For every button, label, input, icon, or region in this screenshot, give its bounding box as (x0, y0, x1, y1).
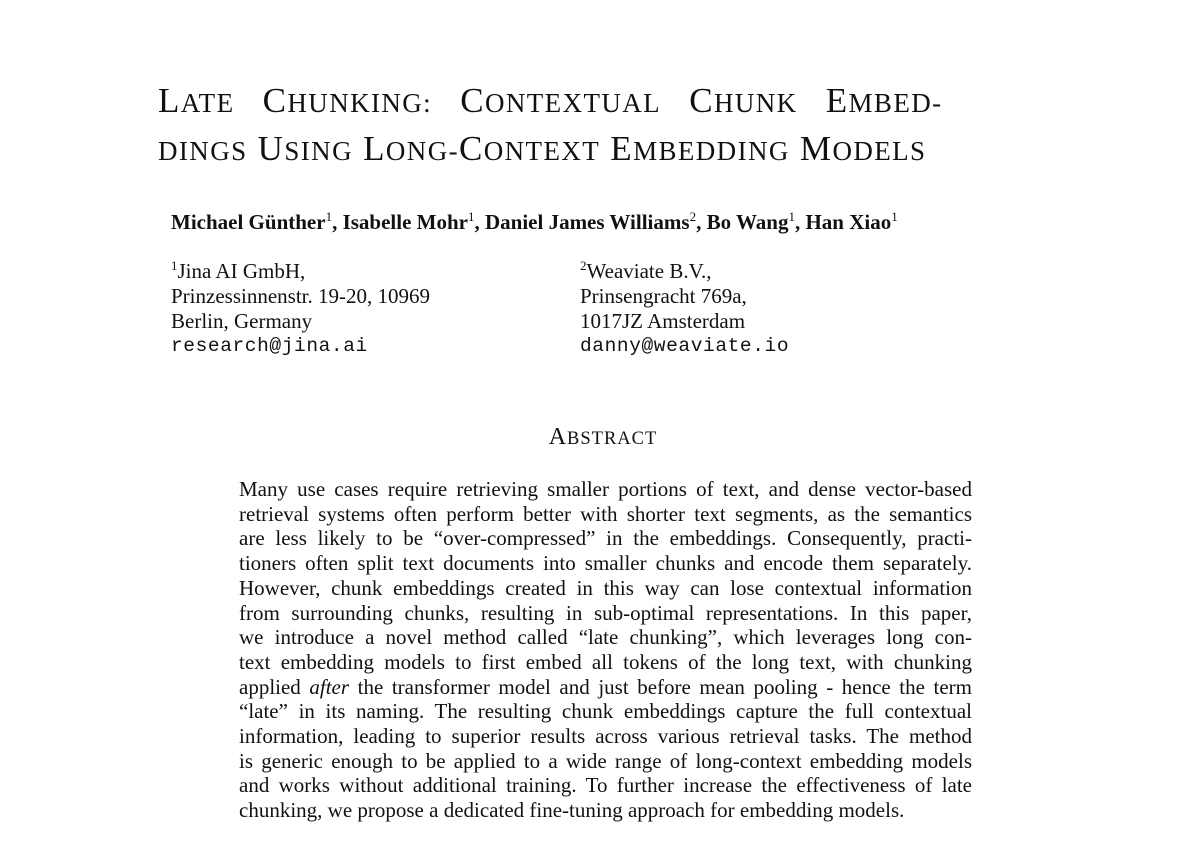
title-word: CHUNK (689, 81, 798, 120)
title-word: CONTEXTUAL (460, 81, 662, 120)
abstract-line: “late” in its naming. The resulting chunk embeddings capture the full contextual (239, 699, 972, 724)
affiliation-weaviate (580, 259, 789, 359)
abstract-line: information, leading to superior results across various retrieval tasks. The method (239, 724, 972, 749)
author: Daniel James Williams$^2$ (484, 209, 697, 234)
abstract-line: retrieval systems often perform better with shorter text segments, as the semantics (239, 501, 972, 526)
affiliation-email[interactable]: research@jina.ai (171, 335, 368, 357)
affiliation-city: Berlin, Germany (171, 309, 313, 333)
author: Isabelle Mohr$^1$ (342, 209, 475, 234)
author: Michael Günther$^1$ (171, 209, 333, 234)
author: Han Xiao$^1$ (805, 209, 898, 234)
abstract-line: However, chunk embeddings created in this way can lose contextual information (239, 575, 972, 600)
title-line-1 (158, 78, 1058, 126)
author: Bo Wang$^1$ (706, 209, 795, 234)
emphasis-after: after (309, 674, 350, 699)
abstract-line: tioners often split text documents into smaller chunks and encode them separately. (239, 551, 972, 576)
abstract-line: applied after the transformer model and just before mean pooling - hence the term (239, 674, 972, 699)
affiliation-org: $^2$Weaviate B.V., (580, 258, 712, 283)
abstract-line: text embedding models to first embed all tokens of the long text, with chunking (239, 649, 972, 674)
title-word: LATE (158, 81, 235, 120)
abstract-line: are less likely to be “over-compressed” in the embeddings. Consequently, practi- (239, 526, 972, 551)
affiliation-street: Prinsengracht 769a, (580, 284, 747, 308)
paper-title (158, 78, 1058, 174)
abstract-line: chunking, we propose a dedicated fine-tuning approach for embedding models. (239, 798, 905, 823)
title-word: EMBEDDING (610, 129, 790, 168)
abstract-line: from surrounding chunks, resulting in sub-optimal representations. In this paper, (239, 600, 972, 625)
abstract-body (239, 477, 972, 823)
title-word: MODELS (799, 129, 927, 168)
abstract-heading: ABSTRACT (548, 424, 658, 450)
title-word: EMBED- (825, 81, 943, 120)
abstract-line: is generic enough to be applied to a wide range of long-context embedding models (239, 748, 972, 773)
affiliation-email[interactable]: danny@weaviate.io (580, 335, 790, 357)
title-word: CHUNKING: (262, 81, 433, 120)
author-list: Michael Günther$^1$, Isabelle Mohr$^1$, Daniel James Williams$^2$, Bo Wang$^1$, Han Xiao$^1$ (171, 209, 898, 234)
title-word: USING (257, 129, 353, 168)
affiliation-org: $^1$Jina AI GmbH, (171, 258, 306, 283)
title-word: DINGS (158, 136, 248, 166)
abstract-line: Many use cases require retrieving smaller portions of text, and dense vector-based (239, 477, 972, 501)
affiliation-street: Prinzessinnenstr. 19-20, 10969 (171, 284, 430, 308)
abstract-line: we introduce a novel method called “late chunking”, which leverages long con- (239, 625, 972, 650)
title-word: LONG-CONTEXT (363, 129, 601, 168)
abstract-line: and works without additional training. To further increase the effectiveness of late (239, 773, 972, 798)
affiliation-jina (171, 259, 430, 359)
title-line-2 (158, 126, 1058, 174)
affiliation-city: 1017JZ Amsterdam (580, 309, 746, 333)
